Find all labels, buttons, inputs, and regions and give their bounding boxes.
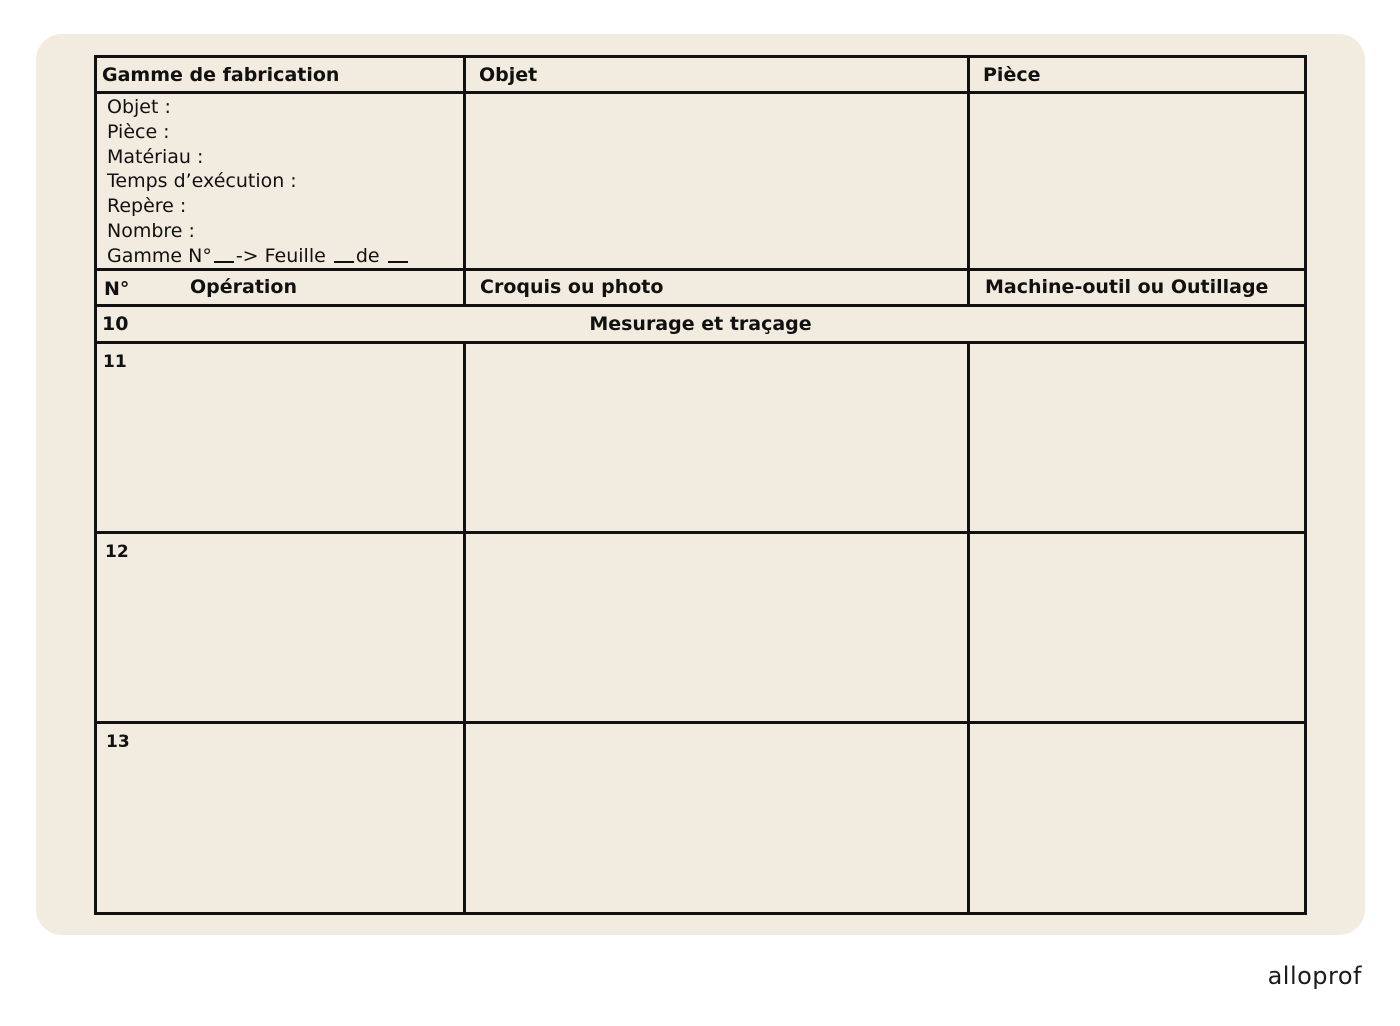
feuille-label: -> Feuille	[235, 244, 326, 267]
header-piece: Pièce	[983, 64, 1041, 86]
row-13-number: 13	[106, 732, 130, 752]
header-objet: Objet	[479, 64, 538, 86]
row-12-divider	[94, 721, 1307, 724]
field-gamme-feuille	[107, 244, 410, 269]
info-fields	[107, 95, 410, 269]
row-11-number: 11	[103, 352, 127, 372]
row-12-number: 12	[105, 542, 129, 562]
alloprof-logo: alloprof	[1267, 962, 1362, 990]
operations-header-divider	[94, 304, 1307, 307]
field-materiau: Matériau :	[107, 145, 204, 168]
row-11-divider	[94, 531, 1307, 534]
column-operation-header: Opération	[190, 276, 298, 298]
column-sketch-header: Croquis ou photo	[480, 276, 664, 298]
field-objet: Objet :	[107, 96, 171, 118]
header-gamme-de-fabrication: Gamme de fabrication	[102, 64, 340, 86]
field-piece: Pièce :	[107, 120, 170, 143]
column-divider-1-top	[463, 55, 466, 305]
column-machine-header: Machine-outil ou Outillage	[985, 276, 1269, 298]
column-number-header: N°	[104, 278, 130, 300]
row-10-divider	[94, 341, 1307, 344]
field-nombre: Nombre :	[107, 219, 195, 242]
field-temps-execution: Temps d’exécution :	[107, 170, 297, 193]
field-repere: Repère :	[107, 195, 187, 218]
gamme-number-blank	[214, 261, 234, 263]
row-10-number: 10	[102, 313, 129, 335]
header-divider	[94, 91, 1307, 94]
de-label: de	[355, 244, 380, 267]
row-10-title: Mesurage et traçage	[589, 313, 812, 335]
column-divider-1-bottom	[463, 341, 466, 914]
feuille-number-blank	[334, 261, 354, 263]
column-divider-2-top	[967, 55, 970, 305]
gamme-number-label: Gamme N°	[107, 244, 212, 267]
feuille-total-blank	[388, 261, 408, 263]
column-divider-2-bottom	[967, 341, 970, 914]
